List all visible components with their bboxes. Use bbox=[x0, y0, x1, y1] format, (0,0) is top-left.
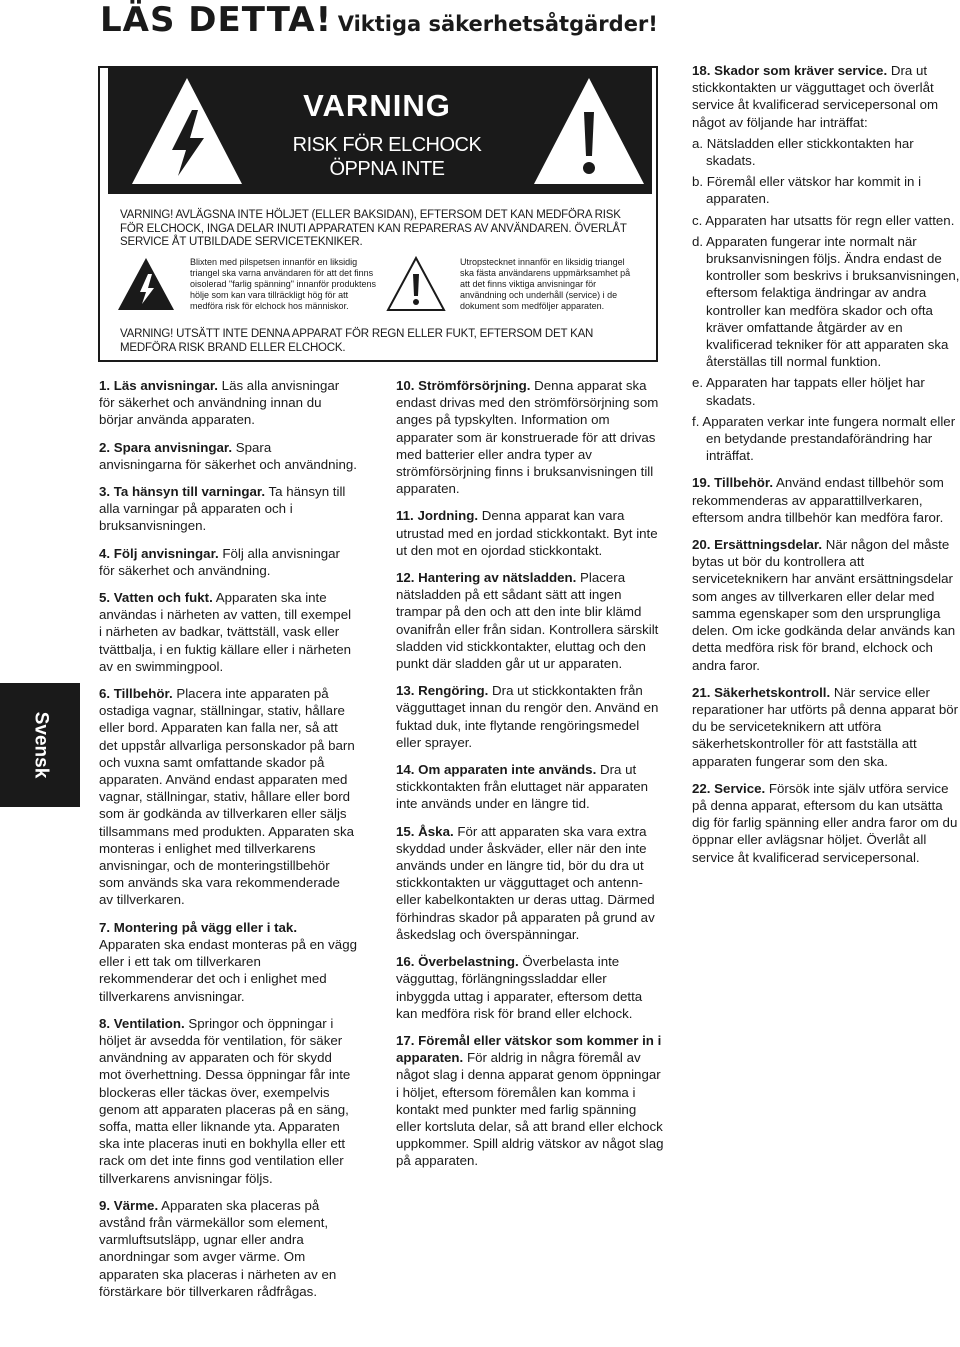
exclamation-triangle-icon bbox=[530, 72, 648, 190]
instruction-item: 15. Åska. För att apparaten ska vara extra skyddad under åskväder, eller när den inte används under en längre tid, bör du dra ut stickkontakten ur vägguttaget och antenn- eller kabelkontakten ur deras uttag. Därmed förhindras skador på apparaten på grund av åskedslag och överspänningar. bbox=[396, 823, 655, 942]
page-title-main: LÄS DETTA! bbox=[100, 0, 333, 40]
instruction-item: 7. Montering på vägg eller i tak. Apparaten ska endast monteras på en vägg eller i ett tak om tillverkaren rekommenderar det och i enlighet med tillverkarens anvisningar. bbox=[99, 919, 357, 1004]
instruction-item: 21. Säkerhetskontroll. När service eller reparationer har utförts på denna apparat bör du be serviceteknikern att utföra säkerhetskontroller för att fastställa att apparaten fungerar som den ska. bbox=[692, 684, 959, 769]
instruction-item: 3. Ta hänsyn till varningar. Ta hänsyn till alla varningar på apparaten och i bruksanvisningen. bbox=[99, 484, 346, 534]
banner-line-1: RISK FÖR ELCHOCK bbox=[292, 134, 482, 156]
language-tab-label: Svensk bbox=[29, 711, 51, 779]
instruction-item: 8. Ventilation. Springor och öppningar i höljet är avsedda för ventilation, för säker användning av apparaten och för skydd mot överhettning. Dessa öppningar får inte blockeras eller täckas över, exempelvis genom att apparaten placeras på en säng, soffa, matta eller liknande yta. Apparaten ska inte placeras inuti en bokhylla eller ett rack om det inte finns god ventilation eller tillverkarens anvisningar följs. bbox=[99, 1015, 351, 1186]
instruction-item: 6. Tillbehör. Placera inte apparaten på ostadiga vagnar, ställningar, stativ, hållare eller bord. Apparaten kan falla ner, så att det uppstår allvarliga personskador på barn och vuxna samt omfattande skador på apparaten. Använd endast apparaten med vagnar, ställningar, stativ, hållare eller bord som är godkända av tillverkaren eller säljs tillsammans med produkten. Apparaten ska monteras i enlighet med tillverkarens anvisningar, och de monteringstillbehör som används ska vara rekommenderade av tillverkaren. bbox=[99, 686, 355, 908]
exclamation-small-icon bbox=[386, 256, 446, 312]
instruction-item: 12. Hantering av nätsladden. Placera nätsladden på ett sådant sätt att ingen trampar på den och att den inte blir klämd ovanifrån eller från sidan. Kontrollera särskilt sladden vid stickkontakter, eluttag och den punkt där sladden går ut ur apparaten. bbox=[396, 570, 659, 672]
instruction-item: 22. Service. Försök inte själv utföra service på denna apparat, eftersom du kan utsätta dig för farlig spänning eller andra faror om du öppnar eller avlägsnar höljet. Överlåt all service åt kvalificerad servicepersonal. bbox=[692, 780, 958, 865]
sub-item: b. Föremål eller vätskor har kommit in i apparaten. bbox=[692, 174, 922, 207]
banner-line-2: ÖPPNA INTE bbox=[329, 158, 445, 180]
instruction-item: 2. Spara anvisningar. Spara anvisningarna för säkerhet och användning. bbox=[99, 439, 357, 472]
banner-title: VARNING bbox=[303, 88, 451, 123]
instruction-item: 17. Föremål eller vätskor som kommer in i apparaten. För aldrig in några föremål av något slag i denna apparat genom öppningar i höljet, eftersom föremålen kan komma i kontakt med punkter med farlig spänning eller kortsluta delar, så att brand eller elchock uppkommer. Spill aldrig vätskor av något slag på apparaten. bbox=[396, 1032, 664, 1169]
warning-main-text: VARNING! AVLÄGSNA INTE HÖLJET (ELLER BAKSIDAN), EFTERSOM DET KAN MEDFÖRA RISK FÖR ELCHOCK, INGA DELAR INUTI APPARATEN KAN REPARERAS AV ANVÄNDAREN. ÖVERLÅT SERVICE ÅT UTBILDADE SERVICETEKNIKER. bbox=[120, 209, 627, 248]
instruction-item: 13. Rengöring. Dra ut stickkontakten från vägguttaget innan du rengör den. Använd en fuktad duk, inte flytande rengöringsmedel eller sprayer. bbox=[396, 683, 659, 750]
lightning-description: Blixten med pilspetsen innanför en liksidig triangel ska varna användaren för att det finns oisolerad "farlig spänning" innanför produktens hölje som kan vara tillräckligt hög för att medföra risk för elchock hos människor. bbox=[190, 257, 377, 311]
instruction-item: 20. Ersättningsdelar. När någon del måste bytas ut bör du kontrollera att serviceteknikern har använt ersättningsdelar som anges av tillverkaren eller delar med samma egenskaper som den ursprungliga delen. Om icke godkända delar används kan detta medföra risk för brand, elchock och andra faror. bbox=[692, 537, 956, 673]
instruction-item: 1. Läs anvisningar. Läs alla anvisningar för säkerhet och användning innan du börjar använda apparaten. bbox=[99, 378, 340, 428]
instruction-item: 9. Värme. Apparaten ska placeras på avstånd från värmekällor som element, varmluftsutsläpp, ugnar eller andra anordningar som avger värme. Om apparaten ska placeras i närheten av en förstärkare bör tillverkaren rådfrågas. bbox=[99, 1197, 337, 1299]
warning-foot-text: VARNING! UTSÄTT INTE DENNA APPARAT FÖR REGN ELLER FUKT, EFTERSOM DET KAN MEDFÖRA RISK BRAND ELLER ELCHOCK. bbox=[120, 328, 594, 354]
sub-item: d. Apparaten fungerar inte normalt när bruksanvisningen följs. Ändra endast de kontroller som beskrivs i bruksanvisningen, eftersom felaktiga ändringar av andra kontroller kan medföra skador och ofta kräver omfattande åtgärder av en kvalificerad tekniker för att apparaten ska återställas till normal funktion. bbox=[692, 233, 960, 370]
sub-item: f. Apparaten verkar inte fungera normalt eller en betydande prestandaförändring har inträffat. bbox=[692, 413, 956, 464]
column-3 bbox=[692, 62, 960, 876]
instruction-item: 4. Följ anvisningar. Följ alla anvisningar för säkerhet och användning. bbox=[99, 545, 340, 578]
instruction-item: 18. Skador som kräver service. Dra ut stickkontakten ur vägguttaget och överlåt service åt kvalificerad servicepersonal om något av följande har inträffat: bbox=[692, 63, 939, 130]
sub-item: a. Nätsladden eller stickkontakten har skadats. bbox=[692, 135, 914, 169]
instruction-item: 19. Tillbehör. Använd endast tillbehör som rekommenderas av apparattillverkaren, eftersom andra tillbehör kan medföra faror. bbox=[692, 475, 944, 525]
instruction-item: 10. Strömförsörjning. Denna apparat ska endast drivas med den strömförsörjning som anges på typskylten. Information om apparater som är konstruerade för att drivas med batterier eller andra typer av strömförsörjning finns i bruksanvisningen till apparaten. bbox=[396, 378, 659, 497]
column-1 bbox=[99, 377, 357, 1310]
column-2 bbox=[396, 377, 664, 1180]
instruction-item: 5. Vatten och fukt. Apparaten ska inte användas i närheten av vatten, till exempel i närheten av badkar, tvättställ, vask eller tvättbalja, i en fuktig källare eller i närheten av en swimmingpool. bbox=[99, 590, 352, 674]
page-title bbox=[100, 0, 658, 40]
instruction-item: 16. Överbelastning. Överbelasta inte vägguttag, förlängningssladdar eller inbyggda uttag i apparater, eftersom detta kan medföra risk för brand eller elchock. bbox=[396, 954, 643, 1021]
page-title-sub: Viktiga säkerhetsåtgärder! bbox=[337, 12, 658, 36]
instruction-item: 14. Om apparaten inte används. Dra ut stickkontakten från eluttaget när apparaten inte används under en längre tid. bbox=[396, 762, 649, 812]
exclamation-description: Utropstecknet innanför en liksidig triangel ska fästa användarens uppmärksamhet på att det finns viktiga anvisningar för användning och underhåll (service) i de dokument som medföljer apparaten. bbox=[460, 257, 631, 311]
lightning-triangle-icon bbox=[128, 72, 246, 190]
instruction-item: 11. Jordning. Denna apparat kan vara utrustad med en jordad stickkontakt. Byt inte ut den mot en ojordad stickkontakt. bbox=[396, 508, 658, 558]
sub-item: c. Apparaten har utsatts för regn eller vatten. bbox=[692, 212, 955, 228]
sub-item: e. Apparaten har tappats eller höljet har skadats. bbox=[692, 375, 925, 408]
lightning-small-icon bbox=[116, 256, 176, 312]
